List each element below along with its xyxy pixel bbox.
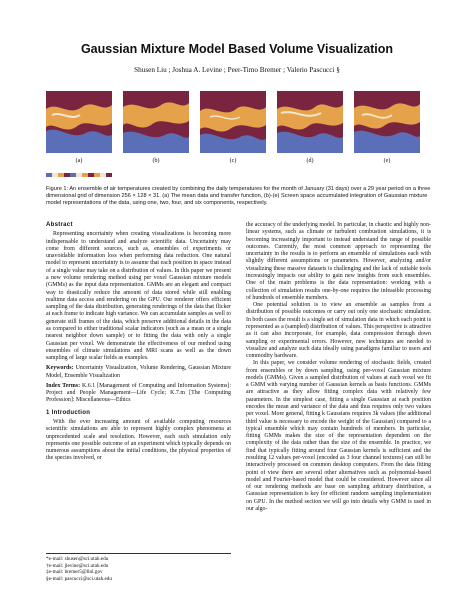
abstract-heading: Abstract xyxy=(46,222,73,228)
author-list: Shusen Liu ; Joshua A. Levine ; Peer-Timo Bremer ; Valerio Pascucci § xyxy=(134,66,340,74)
keywords-label: Keywords: xyxy=(46,365,74,372)
transfer-function-colorbar xyxy=(46,173,112,177)
footnotes xyxy=(46,553,231,582)
introduction-heading: 1 Introduction xyxy=(46,409,91,416)
index-terms-line xyxy=(46,383,231,405)
panel-label-c: (c) xyxy=(229,158,237,164)
panel-e-image xyxy=(354,91,420,153)
panel-b-image xyxy=(123,91,189,153)
panel-label-e: (e) xyxy=(383,158,391,164)
index-terms-text: K.6.1 [Management of Computing and Information Systems]: Project and People Management—Life Cycle; K.7.m [The Computing Profession]: Miscellaneous—Ethics xyxy=(46,382,231,404)
footnote-1: *e-mail: shusen@sci.utah.edu xyxy=(46,556,109,562)
figure-caption: Figure 1: An ensemble of air temperatures created by combining the daily temperatures for the month of January (31 days) over a 29 year period on a three dimensional grid of dimension 256 × 128 × 31. (a) The mean data and transfer function, (b)-(e) Screen space accumulated integration of Gaussian mixture model representations of the data, using one, two, four, and six components, respectively. xyxy=(46,186,431,207)
panel-a-image xyxy=(46,91,112,153)
panel-label-b: (b) xyxy=(152,158,160,164)
keywords-line xyxy=(46,365,231,380)
keywords-text: Uncertainty Visualization, Volume Rendering, Gaussian Mixture Model, Ensemble Visualization xyxy=(46,365,231,379)
panel-label-d: (d) xyxy=(306,158,314,164)
right-paragraph-2: One potential solution is to view an ensemble as samples from a distribution of possible outcomes or carry out only one stochastic simulation. In both cases the result is a single set of simulation data in which each point is represented as a (sampled) distribution of values. This perspective is attractive as it can also incorporate, for example, data compression through down sampling or experimental errors. However, new techniques are needed to visualize and analyze such data ideally using paradigms familiar to users and commodity hardware. xyxy=(246,302,431,360)
left-column xyxy=(46,222,231,463)
index-terms-label: Index Terms: xyxy=(46,382,81,389)
right-column xyxy=(246,222,431,513)
footnote-4: §e-mail: pascucci@sci.utah.edu xyxy=(46,575,112,582)
figure-panel-d xyxy=(277,91,343,153)
figure-panel-e xyxy=(354,91,420,153)
footnote-3: ‡e-mail: bremer5@llnl.gov xyxy=(46,569,103,575)
panel-c-image xyxy=(200,91,266,153)
figure-panel-a xyxy=(46,91,112,153)
right-paragraph-1: the accuracy of the underlying model. In particular, in chaotic and highly non-linear systems, such as climate or turbulent combustion simulations, it is becoming increasingly important to instead understand the range of possible outcomes. Currently, the most common approach to representing the uncertainty in the results is to perform an ensemble of simulations each with slightly different assumptions or parameters. However, analyzing and/or visualizing these massive datasets is challenging and the lack of suitable tools increasingly impacts our ability to gain new insights from such ensembles. One of the main problems is the data representation: working with a collection of simulation results one-by-one requires the infeasible processing of hundreds of ensemble members. xyxy=(246,222,431,301)
panel-label-a: (a) xyxy=(75,158,83,164)
figure-panel-b xyxy=(123,91,189,153)
right-paragraph-3: In this paper, we consider volume rendering of stochastic fields, created from ensembles or by down sampling, using per-voxel Gaussian mixture models (GMMs). Given a sampled distribution of values at each voxel we fit a GMM with varying number of Gaussian kernels as basis functions. GMMs are attractive as they allow fitting complex data with relatively few parameters. In the simplest case, fitting a single Gaussian at each position encodes the mean and variance of the data and thus requires only two values per voxel. More general, fitting k Gaussians requires 3k values (the additional third value is necessary to encode the weight of the Gaussian) compared to a typical ensemble which may contain hundreds of members. In particular, fitting GMMs makes the size of the representation dependent on the complexity of the data rather than the size of the ensemble. In practice, we find that typically fitting around four Gaussian kernels is sufficient and the resulting 12 values per-voxel (encoded as 3 four channel textures) can still be interactively processed on common desktop computers. From the data fitting point of view there are several other alternatives such as polynomial-based model and Fourier-based model that could be considered. However since all of our rendering methods are base on sampling arbitrary distribution, a Gaussian representation is key for efficient random sampling implementation on GPU. In the method section we will go into details why GMM is used in our algo- xyxy=(246,360,431,512)
figure-1 xyxy=(46,91,429,175)
introduction-text: With the ever increasing amount of available computing resources scientific simulations are able to represent highly complex phenomena at unprecedented scale and resolution. However, each such simulation only represents one possible outcome of an experiment which typically depends on numerous assumptions about the initial conditions, the physical properties of the species involved, or xyxy=(46,419,231,462)
footnote-2: †e-mail: jlevine@sci.utah.edu xyxy=(46,562,109,569)
panel-d-image xyxy=(277,91,343,153)
abstract-text: Representing uncertainty when creating visualizations is becoming more indispensable to understand and analyze scientific data. Uncertainty may come from different sources, such as, ensembles of experiments or unavoidable information loss when performing data reduction. One natural model to represent uncertainty is to assume that each position in space instead of a single value may take on a distribution of values. In this paper we present a new volume rendering method using per voxel Gaussian mixture models (GMMs) as the input data representation. GMMs are an elegant and compact way to drastically reduce the amount of data stored while still enabling realtime data access and rendering on the GPU. Our renderer offers efficient sampling of the data distribution, generating renderings of the data that flicker at each frame to indicate high variance. We can accumulate samples as well to generate still frames of the data, which preserve additional details in the data as compared to either traditional scalar indicators (such as a mean or a single nearest neighbor down sample) or to fitting the data with only a single Gaussian per voxel. We demonstrate the effectiveness of our method using ensembles of climate simulations and MRI scans as well as the down sampling of large scalar fields as examples. xyxy=(46,231,231,362)
figure-panel-c xyxy=(200,91,266,153)
paper-title: Gaussian Mixture Model Based Volume Visualization xyxy=(80,42,394,56)
